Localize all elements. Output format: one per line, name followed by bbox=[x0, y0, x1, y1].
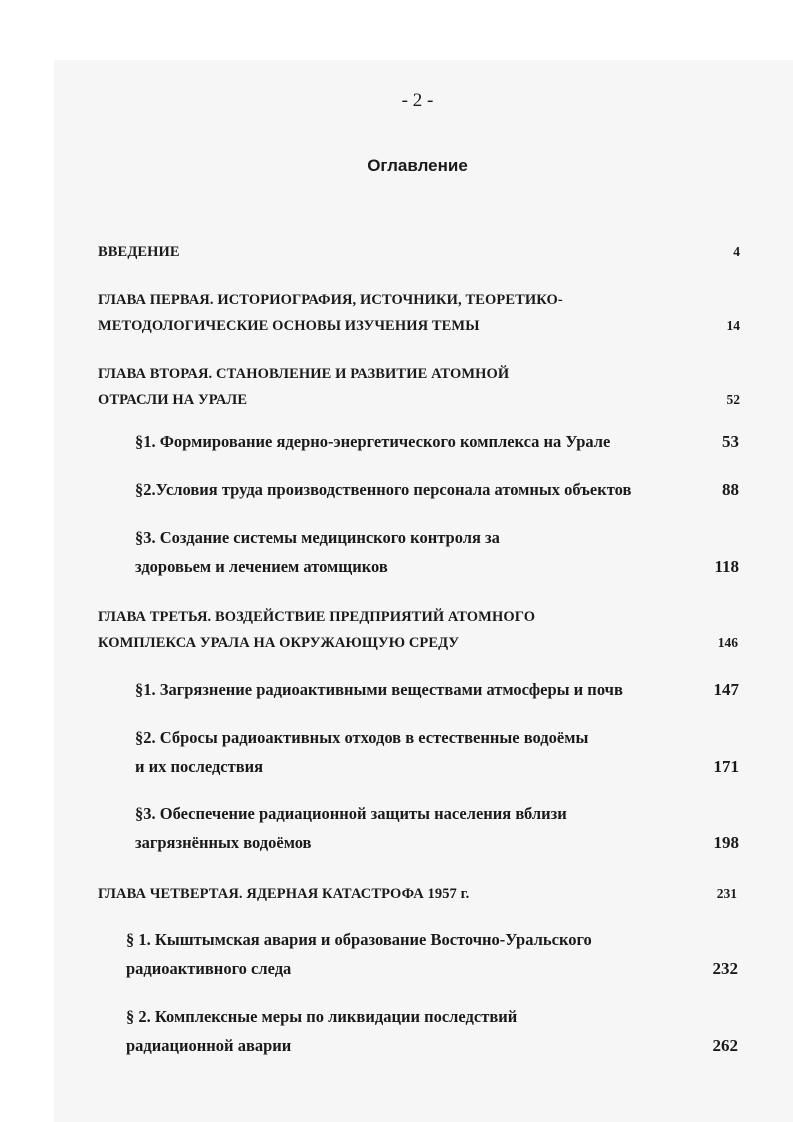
toc-page-chapter-2: 52 bbox=[726, 392, 740, 407]
toc-entry-chapter-2-section-3-line-1: §3. Создание системы медицинского контроля за bbox=[135, 528, 500, 547]
toc-page-chapter-4-section-1: 232 bbox=[712, 959, 738, 978]
toc-entry-introduction: ВВЕДЕНИЕ bbox=[98, 244, 180, 260]
toc-page-chapter-2-section-1: 53 bbox=[722, 432, 739, 451]
toc-page-chapter-4: 231 bbox=[716, 886, 737, 901]
toc-entry-chapter-4-section-1-line-1: § 1. Кыштымская авария и образование Восточно-Уральского bbox=[126, 930, 592, 949]
toc-page-introduction: 4 bbox=[733, 244, 740, 259]
toc-entry-chapter-3-section-1: §1. Загрязнение радиоактивными веществами атмосферы и почв bbox=[135, 680, 623, 699]
toc-entry-chapter-1-line-1: ГЛАВА ПЕРВАЯ. ИСТОРИОГРАФИЯ, ИСТОЧНИКИ, ТЕОРЕТИКО- bbox=[98, 292, 563, 308]
page-number: - 2 - bbox=[401, 90, 434, 111]
toc-entry-chapter-3-section-2-line-1: §2. Сбросы радиоактивных отходов в естественные водоёмы bbox=[135, 728, 589, 747]
toc-entry-chapter-3-line-1: ГЛАВА ТРЕТЬЯ. ВОЗДЕЙСТВИЕ ПРЕДПРИЯТИЙ АТОМНОГО bbox=[98, 609, 536, 625]
toc-page-chapter-2-section-2: 88 bbox=[722, 480, 739, 499]
toc-entry-chapter-3-section-2-line-2: и их последствия bbox=[135, 757, 264, 776]
toc-entry-chapter-2-section-3-line-2: здоровьем и лечением атомщиков bbox=[135, 557, 388, 576]
toc-page-chapter-4-section-2: 262 bbox=[712, 1036, 738, 1055]
toc-entry-chapter-1-line-2: МЕТОДОЛОГИЧЕСКИЕ ОСНОВЫ ИЗУЧЕНИЯ ТЕМЫ bbox=[98, 318, 480, 334]
toc-entry-chapter-4-section-2-line-1: § 2. Комплексные меры по ликвидации последствий bbox=[126, 1007, 518, 1026]
toc-entry-chapter-2-section-1: §1. Формирование ядерно-энергетического комплекса на Урале bbox=[135, 432, 611, 451]
toc-entry-chapter-2-section-2: §2.Условия труда производственного персонала атомных объектов bbox=[135, 480, 632, 499]
toc-entry-chapter-2-line-2: ОТРАСЛИ НА УРАЛЕ bbox=[98, 392, 248, 408]
toc-entry-chapter-4-section-2-line-2: радиационной аварии bbox=[126, 1036, 292, 1055]
toc-page-chapter-3-section-3: 198 bbox=[713, 833, 739, 852]
toc-page-chapter-2-section-3: 118 bbox=[714, 557, 739, 576]
toc-page-chapter-1: 14 bbox=[726, 318, 740, 333]
toc-entry-chapter-4: ГЛАВА ЧЕТВЕРТАЯ. ЯДЕРНАЯ КАТАСТРОФА 1957 г. bbox=[98, 886, 470, 902]
toc-page-chapter-3-section-1: 147 bbox=[713, 680, 739, 699]
page-title: Оглавление bbox=[367, 156, 468, 175]
toc-entry-chapter-3-section-3-line-2: загрязнённых водоёмов bbox=[135, 833, 312, 852]
toc-page-chapter-3: 146 bbox=[717, 635, 738, 650]
toc-entry-chapter-3-section-3-line-1: §3. Обеспечение радиационной защиты населения вблизи bbox=[135, 804, 567, 823]
toc-entry-chapter-2-line-1: ГЛАВА ВТОРАЯ. СТАНОВЛЕНИЕ И РАЗВИТИЕ АТОМНОЙ bbox=[98, 366, 510, 382]
toc-page-chapter-3-section-2: 171 bbox=[713, 757, 739, 776]
toc-entry-chapter-4-section-1-line-2: радиоактивного следа bbox=[126, 959, 292, 978]
toc-entry-chapter-3-line-2: КОМПЛЕКСА УРАЛА НА ОКРУЖАЮЩУЮ СРЕДУ bbox=[98, 635, 460, 651]
